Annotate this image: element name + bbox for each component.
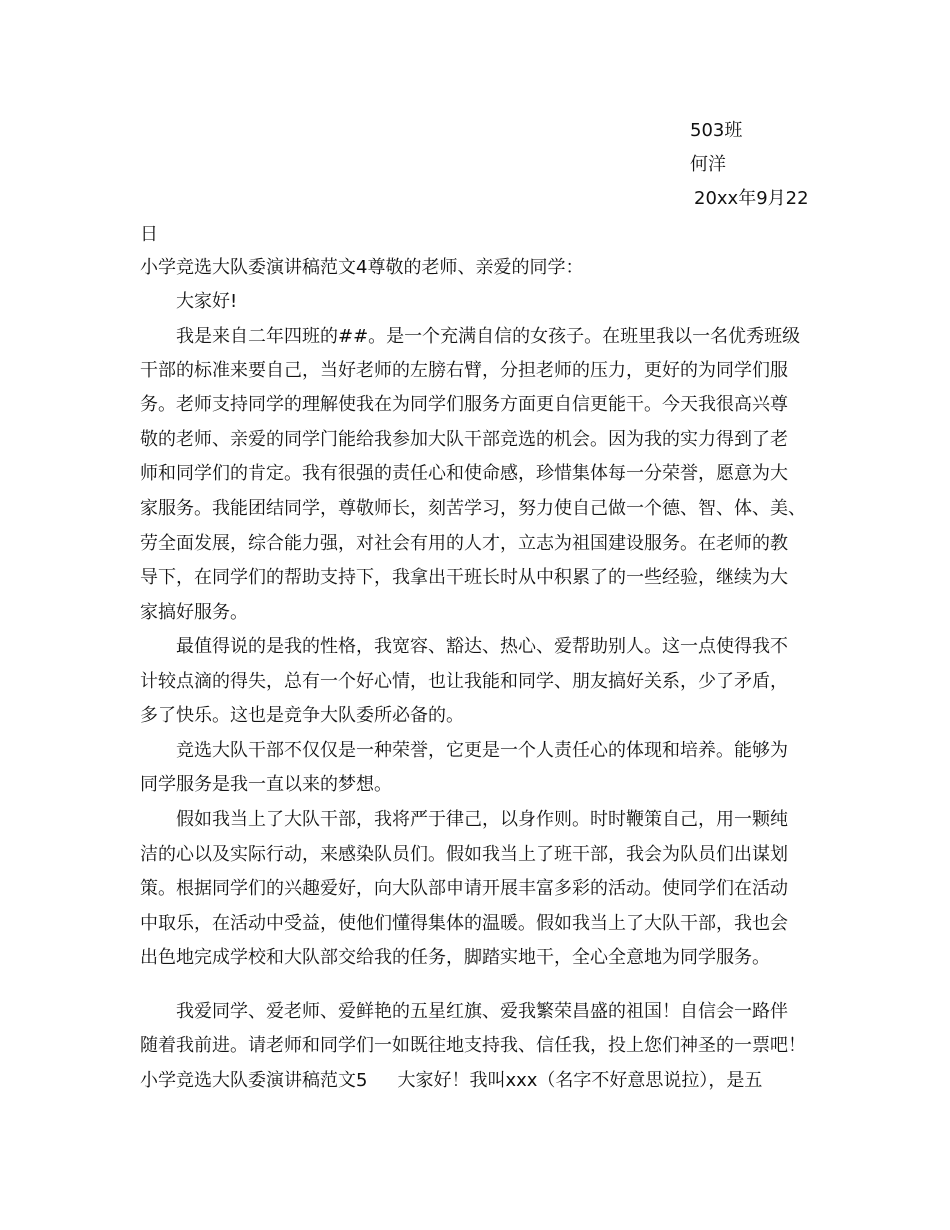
class-name: 503班 [690, 120, 743, 141]
speech4-hello: 大家好! [176, 291, 238, 312]
body-line: 中取乐，在活动中受益，使他们懂得集体的温暖。假如我当上了大队干部，我也会 [140, 913, 788, 934]
body-line: 家服务。我能团结同学，尊敬师长，刻苦学习，努力使自己做一个德、智、体、美、 [140, 498, 806, 519]
body-line: 计较点滴的得失，总有一个好心情，也让我能和同学、朋友搞好关系，少了矛盾， [140, 671, 788, 692]
body-line: 竞选大队干部不仅仅是一种荣誉，它更是一个人责任心的体现和培养。能够为 [176, 740, 788, 761]
date-line: 20xx年9月22 [694, 188, 809, 209]
speech5-line [140, 1069, 762, 1093]
body-line: 假如我当上了大队干部，我将严于律己，以身作则。时时鞭策自己，用一颗纯 [176, 809, 788, 830]
body-line: 干部的标准来要自己，当好老师的左膀右臂，分担老师的压力，更好的为同学们服 [140, 360, 788, 381]
body-line: 我是来自二年四班的##。是一个充满自信的女孩子。在班里我以一名优秀班级 [176, 326, 801, 347]
body-line: 敬的老师、亲爱的同学门能给我参加大队干部竞选的机会。因为我的实力得到了老 [140, 429, 788, 450]
body-line: 随着我前进。请老师和同学们一如既往地支持我、信任我，投上您们神圣的一票吧！ [140, 1035, 806, 1056]
speech5-title: 小学竞选大队委演讲稿范文5 [140, 1070, 368, 1091]
body-line: 师和同学们的肯定。我有很强的责任心和使命感，珍惜集体每一分荣誉，愿意为大 [140, 463, 788, 484]
body-line: 我爱同学、爱老师、爱鲜艳的五星红旗、爱我繁荣昌盛的祖国！自信会一路伴 [176, 1001, 788, 1022]
author-name: 何洋 [690, 154, 726, 175]
body-line: 策。根据同学们的兴趣爱好，向大队部申请开展丰富多彩的活动。使同学们在活动 [140, 878, 788, 899]
body-line: 劳全面发展，综合能力强，对社会有用的人才，立志为祖国建设服务。在老师的教 [140, 533, 788, 554]
body-line: 出色地完成学校和大队部交给我的任务，脚踏实地干，全心全意地为同学服务。 [140, 947, 770, 968]
date-tail: 日 [140, 224, 158, 245]
body-line: 导下，在同学们的帮助支持下，我拿出干班长时从中积累了的一些经验，继续为大 [140, 567, 788, 588]
speech5-opening: 大家好！我叫xxx（名字不好意思说拉），是五 [397, 1070, 763, 1091]
body-line: 多了快乐。这也是竞争大队委所必备的。 [140, 705, 464, 726]
speech4-heading: 小学竞选大队委演讲稿范文4尊敬的老师、亲爱的同学： [140, 257, 584, 278]
body-line: 洁的心以及实际行动，来感染队员们。假如我当上了班干部，我会为队员们出谋划 [140, 844, 788, 865]
body-line: 同学服务是我一直以来的梦想。 [140, 774, 392, 795]
body-line: 家搞好服务。 [140, 602, 248, 623]
body-line: 务。老师支持同学的理解使我在为同学们服务方面更自信更能干。今天我很高兴尊 [140, 394, 788, 415]
body-line: 最值得说的是我的性格，我宽容、豁达、热心、爱帮助别人。这一点使得我不 [176, 636, 788, 657]
